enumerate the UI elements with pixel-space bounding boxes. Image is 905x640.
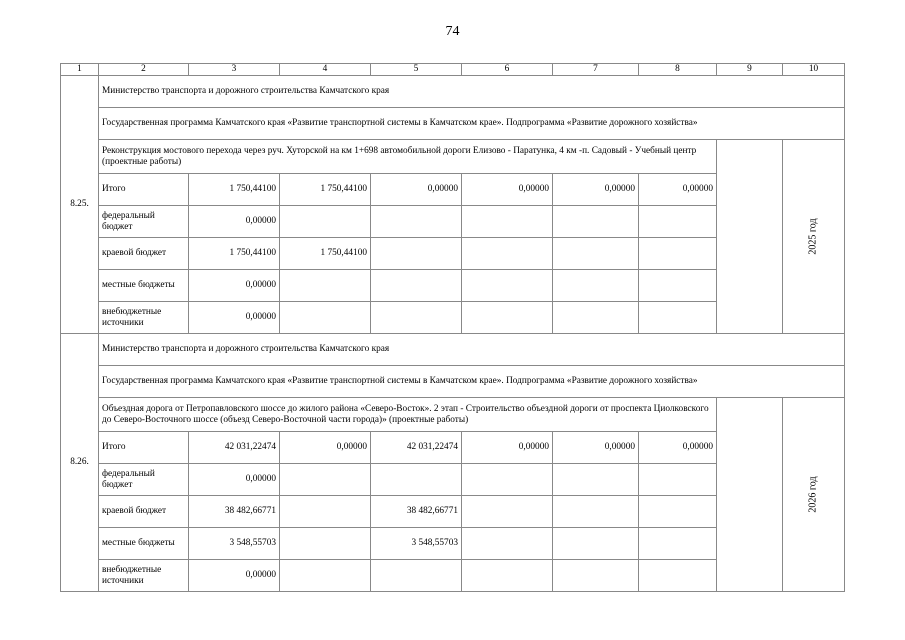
value-cell: 0,00000 xyxy=(189,206,280,238)
value-cell xyxy=(553,528,639,560)
column-header: 4 xyxy=(280,64,371,76)
value-cell: 42 031,22474 xyxy=(371,432,462,464)
value-cell xyxy=(462,496,553,528)
project-name: Реконструкция мостового перехода через руч. Хуторской на км 1+698 автомобильной дороги Елизово - Паратунка, 4 км -п. Садовый - Учебный центр (проектные работы) xyxy=(99,140,717,174)
value-cell xyxy=(280,528,371,560)
page-number: 74 xyxy=(445,24,460,39)
value-cell xyxy=(462,560,553,592)
row-label: Итого xyxy=(99,432,189,464)
value-cell xyxy=(639,464,717,496)
value-cell xyxy=(639,302,717,334)
value-cell xyxy=(280,270,371,302)
item-index: 8.26. xyxy=(61,334,99,592)
value-cell xyxy=(639,496,717,528)
ministry-name: Министерство транспорта и дорожного строительства Камчатского края xyxy=(99,76,845,108)
ministry-row xyxy=(61,76,845,108)
ministry-name: Министерство транспорта и дорожного строительства Камчатского края xyxy=(99,334,845,366)
column-header: 5 xyxy=(371,64,462,76)
row-label: внебюджетные источники xyxy=(99,560,189,592)
budget-table xyxy=(60,63,845,592)
program-row xyxy=(61,366,845,398)
value-cell: 0,00000 xyxy=(189,560,280,592)
value-cell xyxy=(553,464,639,496)
value-cell: 0,00000 xyxy=(189,270,280,302)
value-cell xyxy=(462,528,553,560)
value-cell xyxy=(553,496,639,528)
row-label: Итого xyxy=(99,174,189,206)
column-header: 1 xyxy=(61,64,99,76)
value-cell: 0,00000 xyxy=(639,174,717,206)
column-header: 8 xyxy=(639,64,717,76)
value-cell xyxy=(280,206,371,238)
value-cell xyxy=(462,270,553,302)
value-cell xyxy=(371,206,462,238)
year-cell xyxy=(783,398,845,592)
row-label: местные бюджеты xyxy=(99,270,189,302)
value-cell xyxy=(371,270,462,302)
row-label: внебюджетные источники xyxy=(99,302,189,334)
value-cell: 0,00000 xyxy=(189,464,280,496)
program-name: Государственная программа Камчатского края «Развитие транспортной системы в Камчатском крае». Подпрограмма «Развитие дорожного хозяйства» xyxy=(99,366,845,398)
row-label: краевой бюджет xyxy=(99,496,189,528)
project-row xyxy=(61,140,845,174)
value-cell: 0,00000 xyxy=(553,432,639,464)
value-cell xyxy=(553,560,639,592)
empty-cell xyxy=(717,140,783,334)
year-label: 2025 год xyxy=(808,217,819,255)
row-label: федеральный бюджет xyxy=(99,464,189,496)
value-cell: 0,00000 xyxy=(371,174,462,206)
value-cell: 1 750,44100 xyxy=(189,238,280,270)
program-row xyxy=(61,108,845,140)
value-cell: 0,00000 xyxy=(462,432,553,464)
row-label: местные бюджеты xyxy=(99,528,189,560)
value-cell xyxy=(371,238,462,270)
value-cell: 42 031,22474 xyxy=(189,432,280,464)
value-cell xyxy=(371,464,462,496)
value-cell xyxy=(462,464,553,496)
value-cell xyxy=(462,206,553,238)
ministry-row xyxy=(61,334,845,366)
year-cell xyxy=(783,140,845,334)
value-cell xyxy=(280,302,371,334)
value-cell xyxy=(639,206,717,238)
value-cell xyxy=(553,270,639,302)
value-cell: 0,00000 xyxy=(189,302,280,334)
value-cell xyxy=(462,302,553,334)
value-cell xyxy=(371,560,462,592)
value-cell: 1 750,44100 xyxy=(189,174,280,206)
value-cell: 0,00000 xyxy=(462,174,553,206)
value-cell xyxy=(462,238,553,270)
column-header: 7 xyxy=(553,64,639,76)
value-cell xyxy=(371,302,462,334)
program-name: Государственная программа Камчатского края «Развитие транспортной системы в Камчатском крае». Подпрограмма «Развитие дорожного хозяйства» xyxy=(99,108,845,140)
column-header: 2 xyxy=(99,64,189,76)
value-cell xyxy=(639,238,717,270)
value-cell: 38 482,66771 xyxy=(189,496,280,528)
value-cell xyxy=(280,464,371,496)
column-header: 9 xyxy=(717,64,783,76)
value-cell xyxy=(280,560,371,592)
value-cell: 38 482,66771 xyxy=(371,496,462,528)
value-cell: 3 548,55703 xyxy=(189,528,280,560)
empty-cell xyxy=(717,398,783,592)
project-row xyxy=(61,398,845,432)
value-cell: 0,00000 xyxy=(639,432,717,464)
year-label: 2026 год xyxy=(808,475,819,513)
value-cell xyxy=(553,238,639,270)
value-cell xyxy=(553,206,639,238)
column-header-row xyxy=(61,64,845,76)
value-cell xyxy=(553,302,639,334)
value-cell xyxy=(280,496,371,528)
value-cell: 3 548,55703 xyxy=(371,528,462,560)
value-cell xyxy=(639,270,717,302)
row-label: краевой бюджет xyxy=(99,238,189,270)
row-label: федеральный бюджет xyxy=(99,206,189,238)
value-cell: 0,00000 xyxy=(280,432,371,464)
value-cell xyxy=(639,560,717,592)
column-header: 10 xyxy=(783,64,845,76)
project-name: Объездная дорога от Петропавловского шоссе до жилого района «Северо-Восток». 2 этап - Строительство объездной дороги от проспекта Циолковского до Северо-Восточного шоссе (объезд Северо-Восточной части города)» (проектные работы) xyxy=(99,398,717,432)
value-cell xyxy=(639,528,717,560)
column-header: 3 xyxy=(189,64,280,76)
column-header: 6 xyxy=(462,64,553,76)
value-cell: 1 750,44100 xyxy=(280,238,371,270)
value-cell: 0,00000 xyxy=(553,174,639,206)
value-cell: 1 750,44100 xyxy=(280,174,371,206)
item-index: 8.25. xyxy=(61,76,99,334)
